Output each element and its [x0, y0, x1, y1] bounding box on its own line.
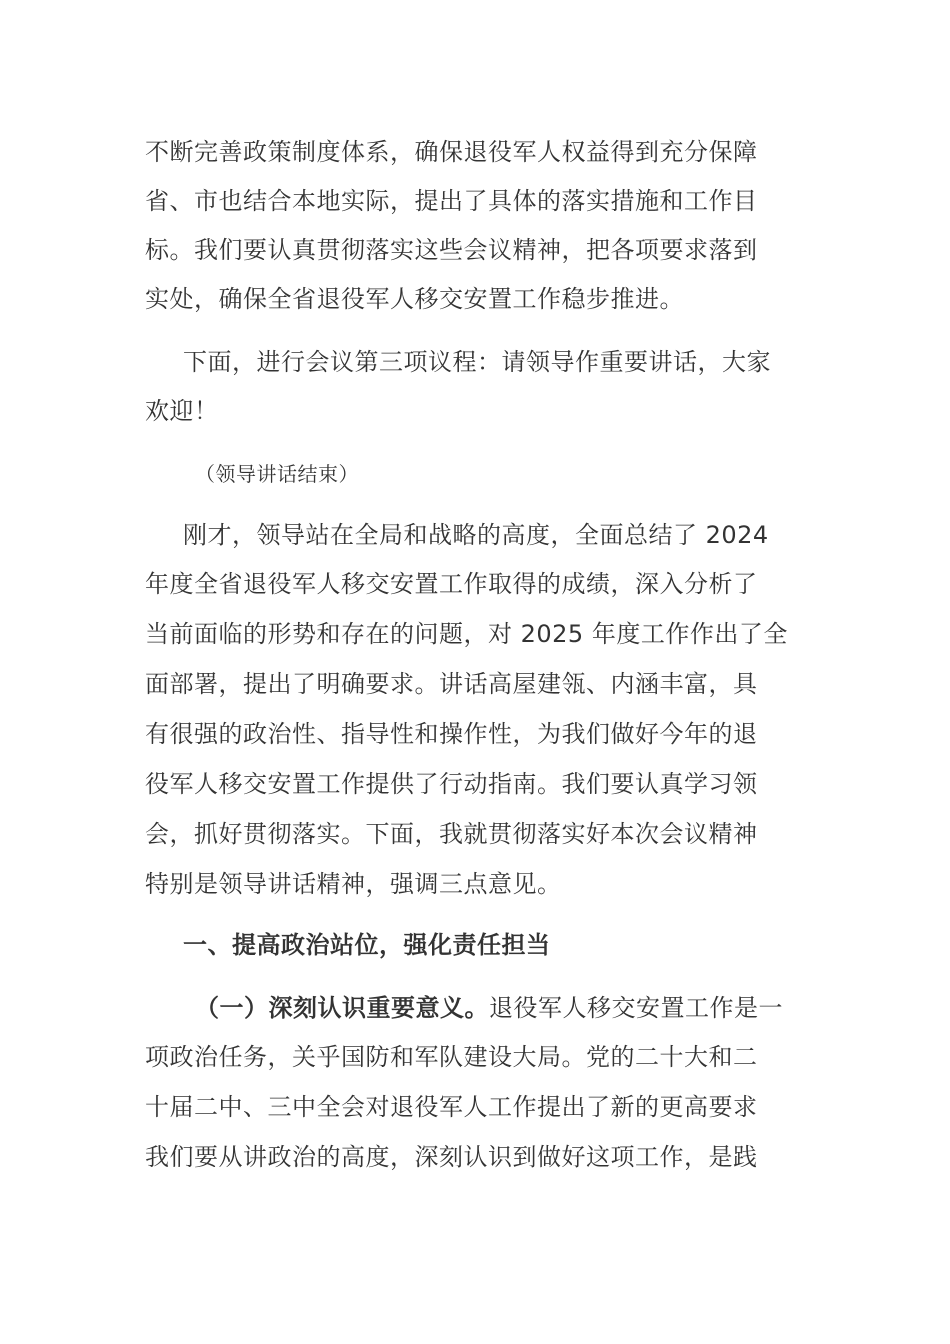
paragraph-line: 我们要从讲政治的高度，深刻认识到做好这项工作，是践: [145, 1143, 758, 1171]
paragraph-line: 役军人移交安置工作提供了行动指南。我们要认真学习领: [145, 770, 758, 798]
paragraph-line: 刚才，领导站在全局和战略的高度，全面总结了 2024: [183, 521, 769, 549]
paragraph-line: 不断完善政策制度体系，确保退役军人权益得到充分保障: [145, 138, 758, 166]
paragraph-line: 特别是领导讲话精神，强调三点意见。: [145, 870, 562, 898]
paragraph-line: 有很强的政治性、指导性和操作性，为我们做好今年的退: [145, 720, 758, 748]
paragraph-line: 十届二中、三中全会对退役军人工作提出了新的更高要求: [145, 1093, 758, 1121]
subsection-text: 退役军人移交安置工作是一: [489, 994, 783, 1022]
subsection-line: [195, 993, 783, 1023]
stage-direction: （领导讲话结束）: [195, 462, 359, 486]
paragraph-line: 下面，进行会议第三项议程：请领导作重要讲话，大家: [183, 348, 771, 376]
paragraph-line: 省、市也结合本地实际，提出了具体的落实措施和工作目: [145, 187, 758, 215]
paragraph-line: 面部署，提出了明确要求。讲话高屋建瓴、内涵丰富，具: [145, 670, 758, 698]
paragraph-line: 项政治任务，关乎国防和军队建设大局。党的二十大和二: [145, 1043, 758, 1071]
paragraph-line: 年度全省退役军人移交安置工作取得的成绩，深入分析了: [145, 570, 758, 598]
paragraph-line: 标。我们要认真贯彻落实这些会议精神，把各项要求落到: [145, 236, 758, 264]
paragraph-line: 欢迎！: [145, 397, 219, 425]
section-heading: 一、提高政治站位，强化责任担当: [183, 931, 551, 959]
paragraph-line: 当前面临的形势和存在的问题，对 2025 年度工作作出了全: [145, 620, 788, 648]
paragraph-line: 会，抓好贯彻落实。下面，我就贯彻落实好本次会议精神: [145, 820, 758, 848]
paragraph-line: 实处，确保全省退役军人移交安置工作稳步推进。: [145, 285, 684, 313]
subsection-heading: （一）深刻认识重要意义。: [195, 994, 489, 1022]
